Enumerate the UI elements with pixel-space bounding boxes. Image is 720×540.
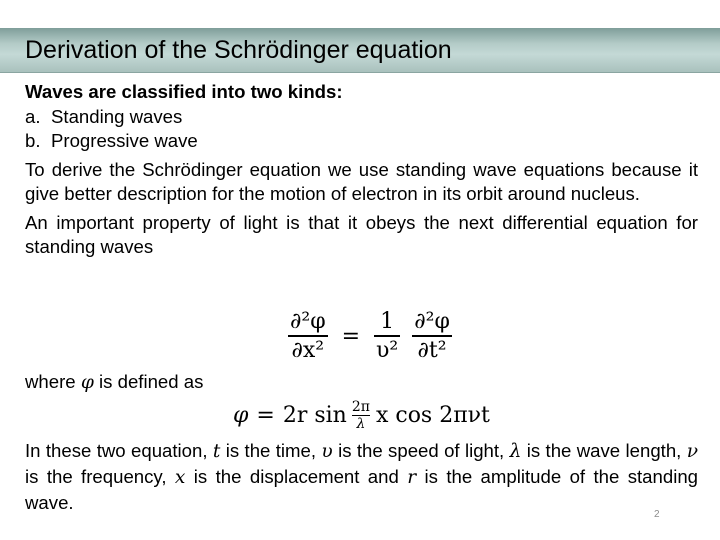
fraction-coefficient (374, 308, 400, 364)
paragraph-definitions (25, 438, 698, 515)
fraction-rhs (412, 308, 452, 364)
slide-title: Derivation of the Schrödinger equation (25, 36, 452, 64)
text-segment: is the time, (220, 440, 322, 461)
paragraph-property: An important property of light is that it obeys the next differential equation for standing waves (25, 211, 698, 257)
equation-part1: 2r sin (282, 402, 347, 428)
equals-sign: = (256, 402, 275, 428)
text-segment: is the amplitude of the standing wave. (25, 466, 699, 513)
paragraph-derivation: To derive the Schrödinger equation we use standing wave equations because it give better description for the motion of electron in its orbit around nucleus. (25, 158, 698, 204)
where-suffix: is defined as (93, 371, 204, 392)
section-heading: Waves are classified into two kinds: (25, 81, 343, 102)
var-t: t (212, 441, 221, 462)
var-upsilon: υ (321, 441, 333, 462)
fraction-denominator: υ² (376, 337, 399, 363)
wave-kinds-list (25, 105, 698, 154)
text-segment: is the displacement and (185, 466, 408, 487)
phi-symbol: φ (80, 372, 94, 393)
where-prefix: where (25, 371, 81, 392)
where-line (25, 370, 203, 395)
list-item-text: Standing waves (51, 105, 183, 127)
text-segment: is the wave length, (521, 440, 687, 461)
var-x: x (174, 467, 186, 488)
equation-lhs: φ (233, 402, 249, 428)
list-marker: b. (25, 130, 41, 151)
wave-equation (282, 305, 458, 367)
fraction-numerator: 2π (351, 398, 370, 415)
list-item (25, 105, 698, 130)
fraction-numerator: 1 (380, 309, 395, 335)
fraction-two-pi-over-lambda (352, 399, 370, 432)
equation-part2: x cos 2πνt (375, 402, 490, 428)
phi-definition-equation (233, 392, 490, 438)
equals-sign: = (341, 323, 361, 349)
fraction-denominator: ∂x² (291, 337, 325, 363)
list-item-text: Progressive wave (51, 130, 198, 151)
var-r: r (407, 467, 417, 488)
slide-body (25, 80, 698, 260)
fraction-numerator: ∂²φ (414, 309, 450, 335)
text-segment: is the frequency, (25, 466, 175, 487)
fraction-denominator: ∂t² (417, 337, 447, 363)
var-lambda: λ (509, 441, 522, 462)
list-item (25, 129, 698, 154)
fraction-denominator: λ (356, 415, 366, 432)
fraction-numerator: ∂²φ (290, 309, 326, 335)
text-segment: is the speed of light, (332, 440, 510, 461)
var-nu: ν (686, 441, 699, 462)
page-number: 2 (654, 509, 660, 520)
list-marker: a. (25, 105, 41, 127)
fraction-lhs (288, 308, 328, 364)
text-segment: In these two equation, (25, 440, 213, 461)
